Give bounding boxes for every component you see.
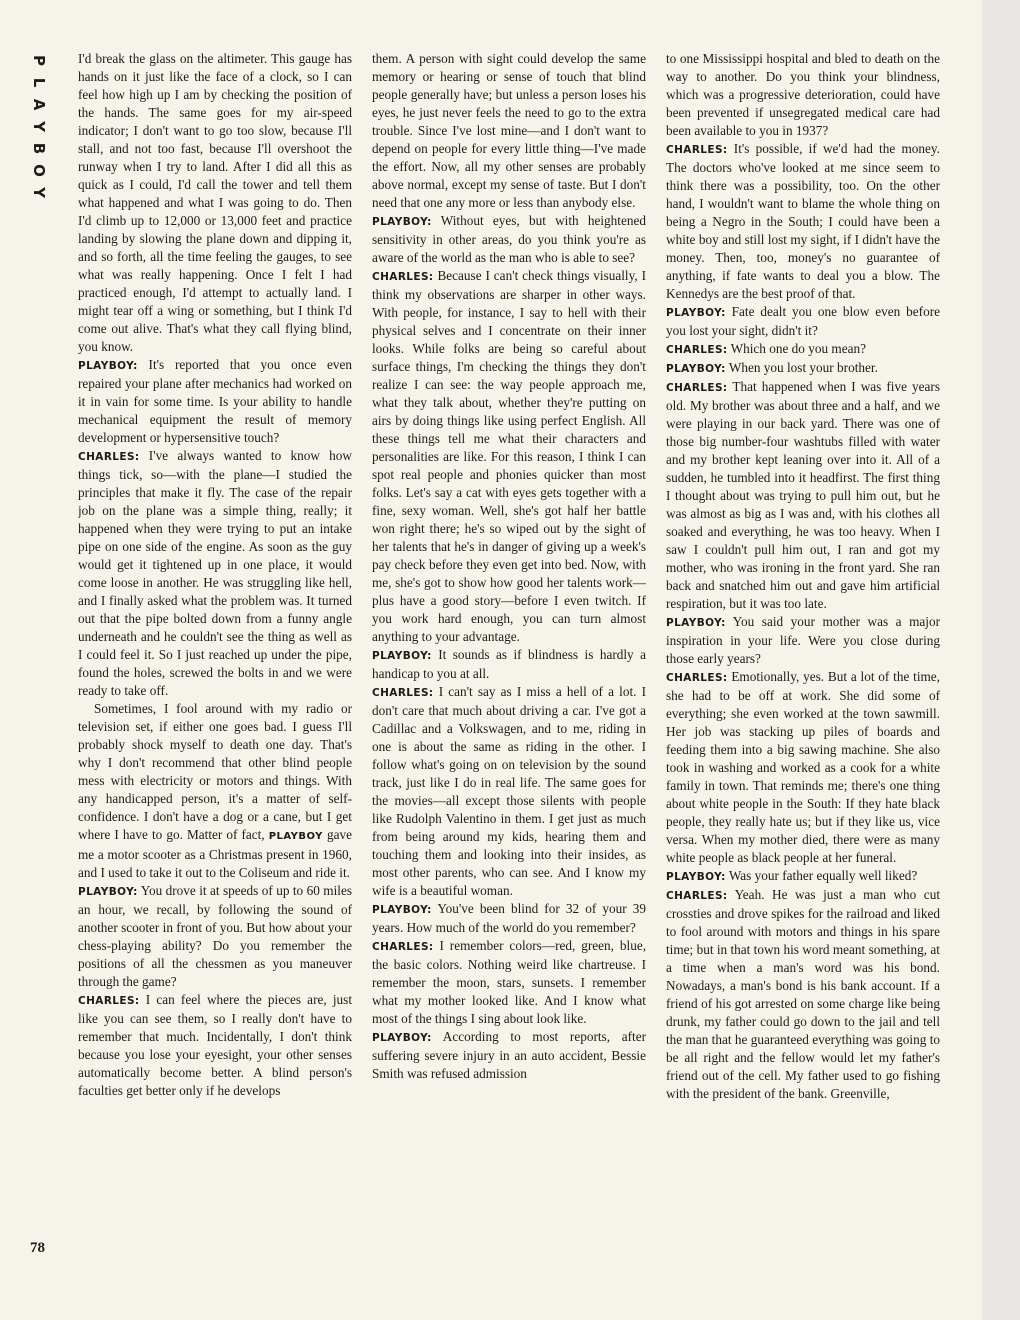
- paragraph-text: That happened when I was five years old. My brother was about three and a half, and we were playing in our back yard. There was one of those big number-four washtubs filled with water and my brother kept leaning over into it. All of a sudden, he tumbled into it headfirst. The first thing I thought about was trying to pull him out, but he was almost as big as I was and, with his clothes all soaked and everything, he was too heavy. When I saw I couldn't pull him out, I ran and got my mother, who was ironing in the front yard. She ran back and snatched him out and gave him artificial respiration, but it was too late.: [666, 379, 940, 611]
- paragraph: [666, 303, 940, 340]
- paragraph-text: I've always wanted to know how things tick, so—with the plane—I studied the principles that make it fly. The case of the repair job on the plane was a simple thing, really; it happened when they were trying to put an intake pipe on one side of the engine. As soon as the guy would get it tightened up in one place, it would come loose in another. He was struggling like hell, and I finally asked what the problem was. It turned out that the pipe bolted down from a funny angle underneath and he couldn't see the thing as well as I could feel it. So I just reached up under the pipe, found the holes, screwed the bolts in and we were ready to take off.: [78, 448, 352, 698]
- paragraph: [372, 212, 646, 267]
- speaker-label: CHARLES:: [666, 344, 728, 356]
- paragraph-text: Was your father equally well liked?: [728, 868, 918, 883]
- paragraph: [666, 359, 940, 378]
- paragraph-text: I'd break the glass on the altimeter. This gauge has hands on it just like the face of a clock, so I can feel how high up I am by checking the position of the hands. The same goes for my air-speed indicator; I don't want to go too slow, because I'll stall, and not too fast, because I'll overshoot the runway when I try to land. After I did all this as quick as I could, I'd call the tower and tell them what happened and what I was going to do. Then I'd climb up to 12,000 or 13,000 feet and practice landing by slowing the plane down and dipping it, and so forth, all the time feeling the gauges, to see what was really happening. Once I felt I had practiced enough, I'd attempt to actually land. I might tear off a wing or something, but I think I'd come out alive. That's what they call flying blind, you know.: [78, 51, 352, 354]
- paragraph-text: Fate dealt you one blow even before you lost your sight, didn't it?: [666, 304, 940, 338]
- paragraph: [372, 900, 646, 937]
- paragraph-text: When you lost your brother.: [728, 360, 878, 375]
- running-head-letter: A: [30, 98, 48, 112]
- speaker-label: PLAYBOY:: [666, 617, 726, 629]
- paragraph: [78, 356, 352, 447]
- page-edge-shade: [982, 0, 1020, 1320]
- speaker-label: CHARLES:: [372, 687, 434, 699]
- paragraph-text: It's possible, if we'd had the money. The doctors who've looked at me since seem to think there was a possibility, too. On the other hand, I wouldn't want to blame the whole thing on being a Negro in the South; I could have been a white boy and still lost my sight, if I didn't have the money. Then, too, money's no guarantee of anything, if fate wants to deal you a blow. The Kennedys are the best proof of that.: [666, 141, 940, 301]
- speaker-label: CHARLES:: [666, 144, 728, 156]
- paragraph-text: You drove it at speeds of up to 60 miles an hour, we recall, by following the sound of another scooter in front of you. But how about your chess-playing ability? Do you remember the positions of all the chessmen as you maneuver through the game?: [78, 883, 352, 989]
- paragraph: [666, 886, 940, 1103]
- paragraph-text: You've been blind for 32 of your 39 years. How much of the world do you remember?: [372, 901, 646, 935]
- running-head-letter: B: [30, 142, 48, 156]
- paragraph-text: It's reported that you once even repaired your plane after mechanics had worked on it in vain for some time. Is your ability to handle mechanical equipment the result of memory development or hypersensitive touch?: [78, 357, 352, 445]
- speaker-label: CHARLES:: [78, 451, 140, 463]
- paragraph-text: Emotionally, yes. But a lot of the time, she had to be off at work. She did some of everything; she even worked at the town sawmill. Her job was stacking up piles of boards and feeding them into a big sawing machine. She also took in washing and worked as a cook for a white family in town. That reminds me; there's one thing about white people in the South: If they hate black people, they really hate us; but if they like us, vice versa. When my mother died, there were as many white people as black people at her funeral.: [666, 669, 940, 865]
- paragraph: [666, 613, 940, 668]
- speaker-label: CHARLES:: [666, 672, 728, 684]
- paragraph: [372, 1028, 646, 1083]
- text-column-3: [666, 50, 940, 1265]
- running-head-letter: O: [30, 164, 48, 178]
- paragraph: [666, 340, 940, 359]
- paragraph: [78, 991, 352, 1100]
- paragraph-text: Without eyes, but with heightened sensitivity in other areas, do you think you're as aware of the world as the man who is able to see?: [372, 213, 646, 265]
- speaker-label: PLAYBOY:: [372, 904, 432, 916]
- speaker-label: CHARLES:: [666, 382, 728, 394]
- paragraph-text: Because I can't check things visually, I think my observations are sharper in other ways. With people, for instance, I say to hell with their physical selves and I concentrate on their inner looks. While folks are being so careful about surface things, I'm checking the things they don't realize I can see: the way people approach me, what they talk about, whether they're putting on airs by doing things like using perfect English. All these things tell me what their characters and personalities are like. For this reason, I think I can spot real people and phonies quicker than most folks. Let's say a cat with eyes gets together with a fine, sexy woman. Well, she's got half her battle won right there; he's so wiped out by the sight of her talents that he's in danger of giving up a week's pay check before they even get into bed. Now, with me, she's got to show how good her talents work—plus have a good story—before I even twitch. If you work hard enough, you can turn almost anything to your advantage.: [372, 268, 646, 644]
- speaker-label: PLAYBOY:: [78, 886, 138, 898]
- paragraph-text: According to most reports, after suffering severe injury in an auto accident, Bessie Smith was refused admission: [372, 1029, 646, 1081]
- speaker-label: PLAYBOY:: [372, 216, 432, 228]
- speaker-label: CHARLES:: [372, 941, 434, 953]
- speaker-label: CHARLES:: [78, 995, 140, 1007]
- paragraph: [666, 867, 940, 886]
- speaker-label: PLAYBOY:: [666, 307, 726, 319]
- running-head-letter: L: [30, 77, 48, 89]
- paragraph: [666, 378, 940, 613]
- paragraph-text: I remember colors—red, green, blue, the basic colors. Nothing weird like chartreuse. I remember the moon, stars, sunsets. I remember what my mother looked like. And I know what most of the things I sing about look like.: [372, 938, 646, 1026]
- paragraph: [666, 50, 940, 140]
- text-column-2: [372, 50, 646, 1265]
- speaker-label: PLAYBOY:: [666, 363, 726, 375]
- speaker-label: PLAYBOY:: [666, 871, 726, 883]
- paragraph: [372, 683, 646, 900]
- paragraph-text: Which one do you mean?: [730, 341, 867, 356]
- paragraph-text: It sounds as if blindness is hardly a handicap to you at all.: [372, 647, 646, 681]
- running-head-letter: Y: [30, 187, 48, 199]
- running-head-letter: P: [30, 55, 48, 67]
- paragraph: [666, 668, 940, 867]
- paragraph: [372, 937, 646, 1028]
- running-head-letter: Y: [30, 121, 48, 133]
- paragraph-text: I can feel where the pieces are, just like you can see them, so I really don't have to remember that much. Incidentally, I don't think because you lose your eyesight, your other senses automatically become better. A blind person's faculties get better only if he develops: [78, 992, 352, 1098]
- speaker-label: PLAYBOY:: [372, 1032, 432, 1044]
- paragraph: [78, 700, 352, 882]
- speaker-label: PLAYBOY:: [372, 650, 432, 662]
- paragraph-text: Sometimes, I fool around with my radio or television set, if either one goes bad. I guess I'll probably shock myself to death one day. That's why I don't recommend that other blind people mess with electricity or motors and things. With any handicapped person, it's a matter of self-confidence. I don't have a dog or a cane, but I get where I have to go. Matter of fact, PLAYBOY gave me a motor scooter as a Christmas present in 1960, and I used to take it out to the Coliseum and ride it.: [78, 701, 352, 880]
- paragraph: [78, 882, 352, 991]
- paragraph-text: to one Mississippi hospital and bled to death on the way to another. Do you think your blindness, which was a progressive deterioration, could have been prevented if unsegregated medical care had been available to you in 1937?: [666, 51, 940, 138]
- paragraph: [666, 140, 940, 303]
- speaker-label: CHARLES:: [666, 890, 728, 902]
- text-column-1: [78, 50, 352, 1265]
- speaker-label: PLAYBOY:: [78, 360, 138, 372]
- paragraph-text: them. A person with sight could develop the same memory or hearing or sense of touch that blind people generally have; but unless a person loses his eyes, he just never feels the need to go to the extra trouble. Since I've lost mine—and I don't want to depend on people for every little thing—I've made the effort. Now, all my other senses are probably above normal, except my sense of taste. But I don't need that one any more or less than anybody else.: [372, 51, 646, 210]
- paragraph: [372, 50, 646, 212]
- page-number: 78: [30, 1240, 45, 1256]
- paragraph: [78, 447, 352, 700]
- paragraph: [372, 267, 646, 646]
- paragraph: [78, 50, 352, 356]
- speaker-label: CHARLES:: [372, 271, 434, 283]
- paragraph-text: I can't say as I miss a hell of a lot. I don't care that much about driving a car. I've got a Cadillac and a Volkswagen, and to me, riding in one is about the same as riding in the other. I follow what's going on on television by the sound track, just like I do in real life. The same goes for the movies—all except those silents with people like Rudolph Valentino in them. I get just as much from being around my kids, hearing them and touching them and looking into their insides, as most other parents, who can see. And I know my wife is a beautiful woman.: [372, 684, 646, 898]
- paragraph: [372, 646, 646, 683]
- paragraph-text: Yeah. He was just a man who cut crossties and drove spikes for the railroad and liked to fool around with motors and things in his spare time; but in that town his word meant something, at a time when a man's word was his bond. Nowadays, a man's bond is his bank account. If a friend of his got arrested on some charge like being drunk, my father could go down to the jail and tell the man that he guaranteed everything was going to be all right and the fellow would let my father's friend out of the cell. My father used to go fishing with the president of the bank. Greenville,: [666, 887, 940, 1101]
- paragraph-text: You said your mother was a major inspiration in your life. Were you close during those early years?: [666, 614, 940, 666]
- running-head: [29, 50, 49, 204]
